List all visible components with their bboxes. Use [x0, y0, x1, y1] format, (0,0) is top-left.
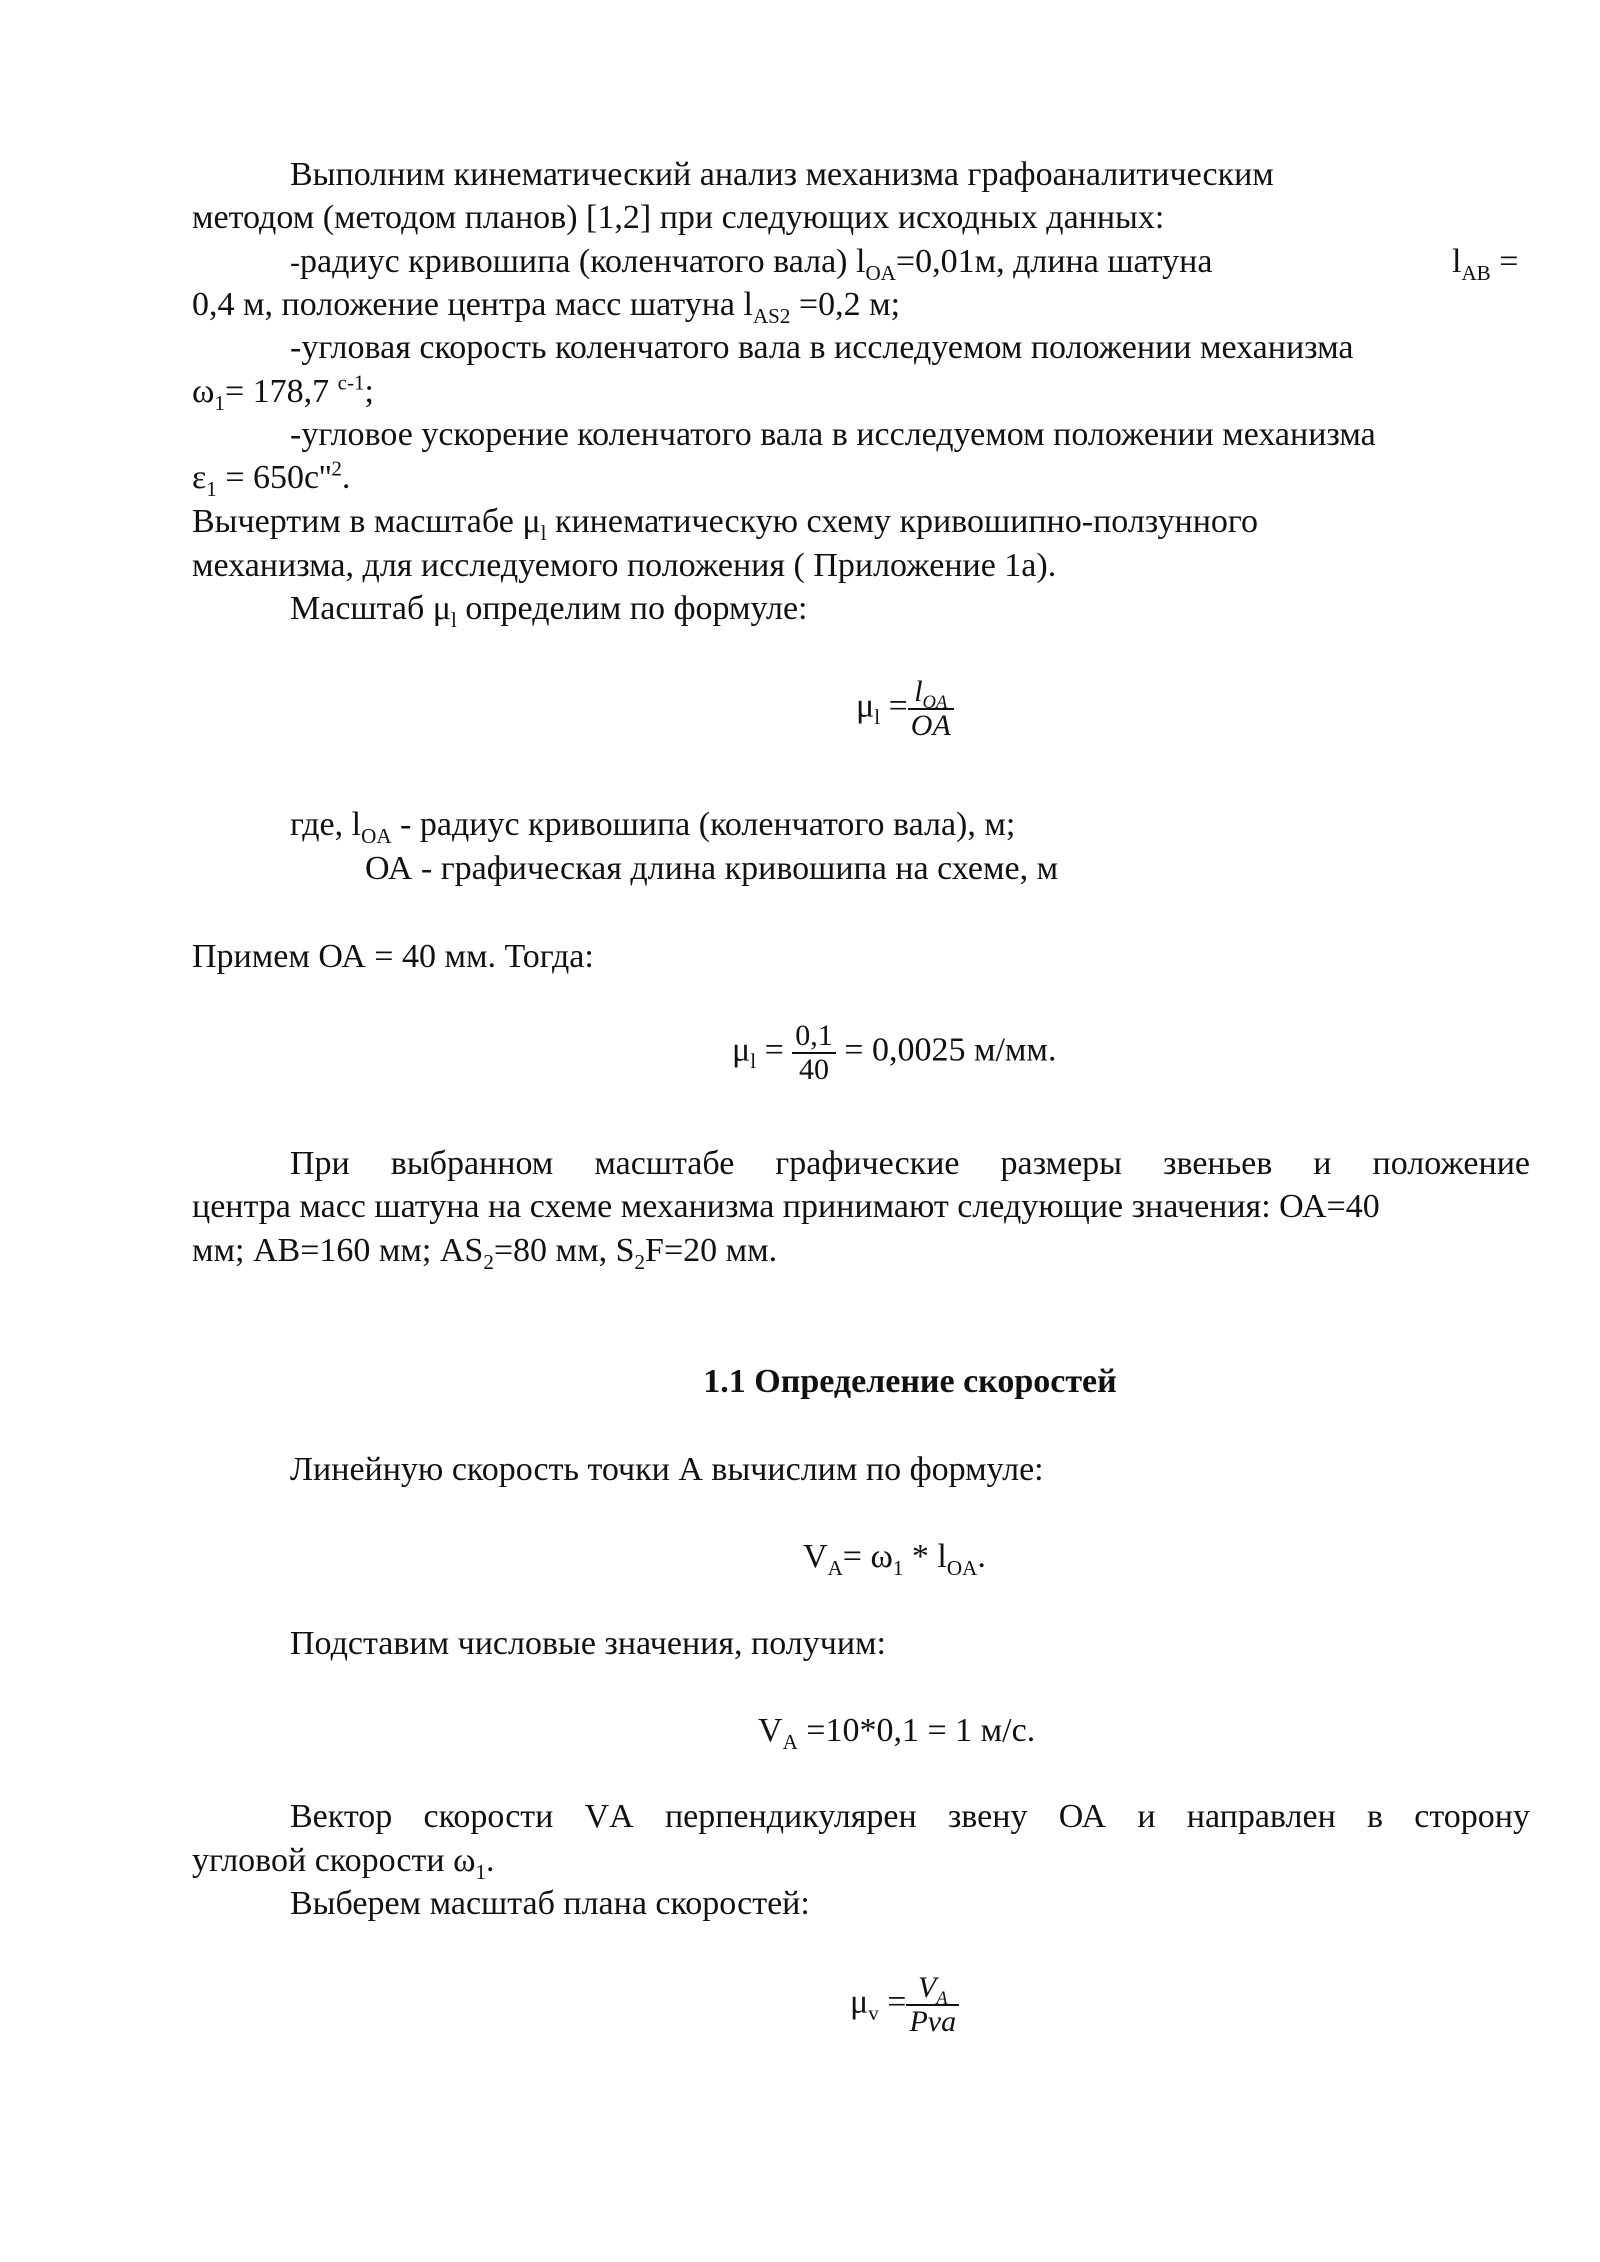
- fraction-va-over-pva: $\frac{V_A}{\text{Pva}}$: [906, 1972, 959, 2037]
- section-title: 1.1 Определение скоростей: [703, 1363, 1117, 1400]
- item-rod-length: $l_{AB}$ =: [1452, 243, 1519, 285]
- item-angular-velocity-line-2: $\omega_1= 178,7$ $^{c-1}$;: [192, 370, 374, 415]
- intro-line-2: методом (методом планов) [1,2] при следующих исходных данных:: [192, 199, 1165, 236]
- draw-line-2: механизма, для исследуемого положения ( Приложение 1а).: [192, 547, 1057, 584]
- sizes-line-2: центра масс шатуна на схеме механизма принимают следующие значения: ОА=40: [192, 1188, 1380, 1225]
- formula-velocity-value: $V_A =10*0,1 = 1$ м/с.: [758, 1712, 1036, 1754]
- formula-scale-length: $\mu_l$ = $\frac{l_{OA}}{OA}$: [856, 676, 954, 741]
- item-angular-acceleration-line-1: -угловое ускорение коленчатого вала в исследуемом положении механизма: [290, 416, 1376, 453]
- vector-line-2: угловой скорости $\omega_1$.: [192, 1842, 495, 1884]
- item-angular-velocity-line-1: -угловая скорость коленчатого вала в исследуемом положении механизма: [290, 329, 1354, 366]
- formula-scale-velocity: $\mu_v$ = $\frac{V_A}{\text{Pva}}$: [850, 1972, 959, 2037]
- substitute-line: Подставим числовые значения, получим:: [290, 1625, 886, 1662]
- scale-line: Масштаб $\mu_l$ определим по формуле:: [290, 590, 808, 632]
- vector-line-1: Вектор скорости VА перпендикулярен звену ОА и направлен в сторону: [290, 1798, 1530, 1835]
- draw-line-1: Вычертим в масштабе $\mu_l$ кинематическую схему кривошипно-ползунного: [192, 503, 1258, 545]
- where-line-2: ОА - графическая длина кривошипа на схеме, м: [365, 850, 1059, 887]
- where-line-1: где, $l_{OA}$ - радиус кривошипа (коленчатого вала), м;: [290, 806, 1016, 848]
- sizes-line-1: При выбранном масштабе графические размеры звеньев и положение: [290, 1145, 1530, 1182]
- fraction-01-over-40: $\frac{0,1}{40}$: [792, 1020, 836, 1085]
- item-angular-acceleration-line-2: $\varepsilon_1 = 650с''^2$.: [192, 456, 351, 501]
- intro-line-1: Выполним кинематический анализ механизма графоаналитическим: [290, 156, 1274, 193]
- assume-line: Примем ОА = 40 мм. Тогда:: [192, 938, 594, 975]
- sizes-line-3: мм; АВ=160 мм; $АS_2=80$ мм, $S_2F=20$ мм.: [192, 1232, 778, 1274]
- formula-scale-value: $\mu_l$ = $\frac{0,1}{40}$ = 0,0025 м/мм.: [732, 1019, 1057, 1086]
- choose-scale-line: Выберем масштаб плана скоростей:: [290, 1885, 810, 1922]
- fraction-loa-over-oa: $\frac{l_{OA}}{OA}$: [908, 676, 954, 741]
- formula-velocity-a: $V_A= \omega_1 * l_{OA}$.: [803, 1538, 986, 1580]
- item-crank-radius-line-1: -радиус кривошипа (коленчатого вала) $l_{OA}=0,01м$, длина шатуна: [290, 243, 1213, 285]
- item-crank-radius-line-2: 0,4 м, положение центра масс шатуна $l_{AS2} =0,2$ м;: [192, 286, 901, 328]
- linear-velocity-line: Линейную скорость точки А вычислим по формуле:: [290, 1451, 1044, 1488]
